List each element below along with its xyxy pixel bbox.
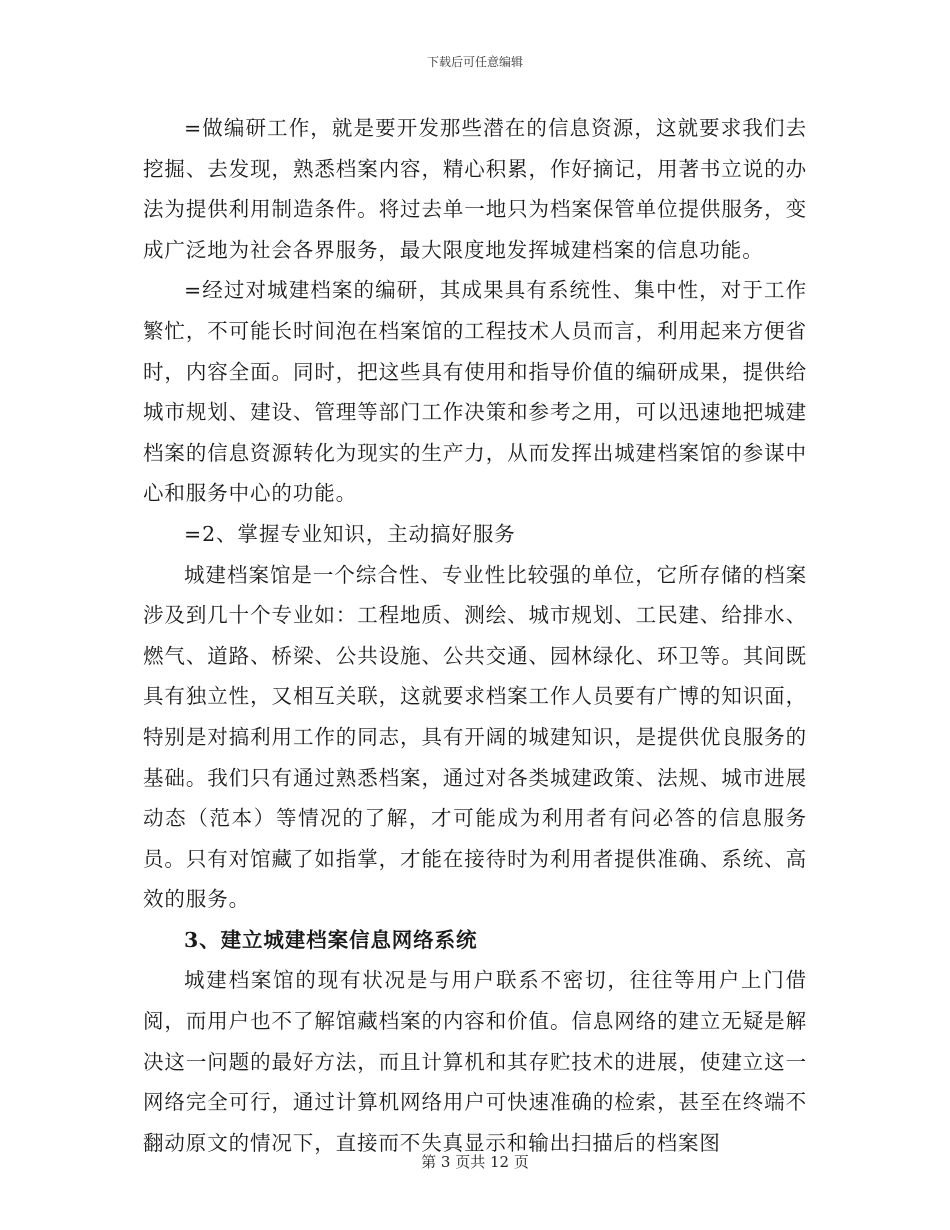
page-header: 下载后可任意编辑 <box>426 55 523 69</box>
paragraph-archive-specialties: 城建档案馆是一个综合性、专业性比较强的单位，它所存储的档案涉及到几十个专业如：工程地质、测绘、城市规划、工民建、给排水、燃气、道路、桥梁、公共设施、公共交通、园林绿化、环卫等。其间既具有独立性，又相互关联，这就要求档案工作人员要有广博的知识面，特别是对搞利用工作的同志，具有开阔的城建知识，是提供优良服务的基础。我们只有通过熟悉档案，通过对各类城建政策、法规、城市进展动态（范本）等情况的了解，才可能成为利用者有问必答的信息服务员。只有对馆藏了如指掌，才能在接待时为利用者提供准确、系统、高效的服务。 <box>143 562 807 912</box>
page-footer: 第 3 页共 12 页 <box>421 1153 529 1171</box>
document-body <box>143 108 807 1163</box>
section-heading: 3、建立城建档案信息网络系统 <box>184 927 478 952</box>
paragraph-information-network: 城建档案馆的现有状况是与用户联系不密切，往往等用户上门借阅，而用户也不了解馆藏档案的内容和价值。信息网络的建立无疑是解决这一问题的最好方法，而且计算机和其存贮技术的进展，使建立这一网络完全可行，通过计算机网络用户可快速准确的检索，甚至在终端不翻动原文的情况下，直接而不失真显示和输出扫描后的档案图 <box>143 968 807 1155</box>
paragraph-editing-research: =做编研工作，就是要开发那些潜在的信息资源，这就要求我们去挖掘、去发现，熟悉档案内容，精心积累，作好摘记，用著书立说的办法为提供利用制造条件。将过去单一地只为档案保管单位提供服务，变成广泛地为社会各界服务，最大限度地发挥城建档案的信息功能。 <box>143 116 807 262</box>
paragraph-research-results: =经过对城建档案的编研，其成果具有系统性、集中性，对于工作繁忙，不可能长时间泡在档案馆的工程技术人员而言，利用起来方便省时，内容全面。同时，把这些具有使用和指导价值的编研成果，提供给城市规划、建设、管理等部门工作决策和参考之用，可以迅速地把城建档案的信息资源转化为现实的生产力，从而发挥出城建档案馆的参谋中心和服务中心的功能。 <box>143 278 807 506</box>
paragraph-subheading-professional-knowledge: =2、掌握专业知识，主动搞好服务 <box>184 521 516 546</box>
